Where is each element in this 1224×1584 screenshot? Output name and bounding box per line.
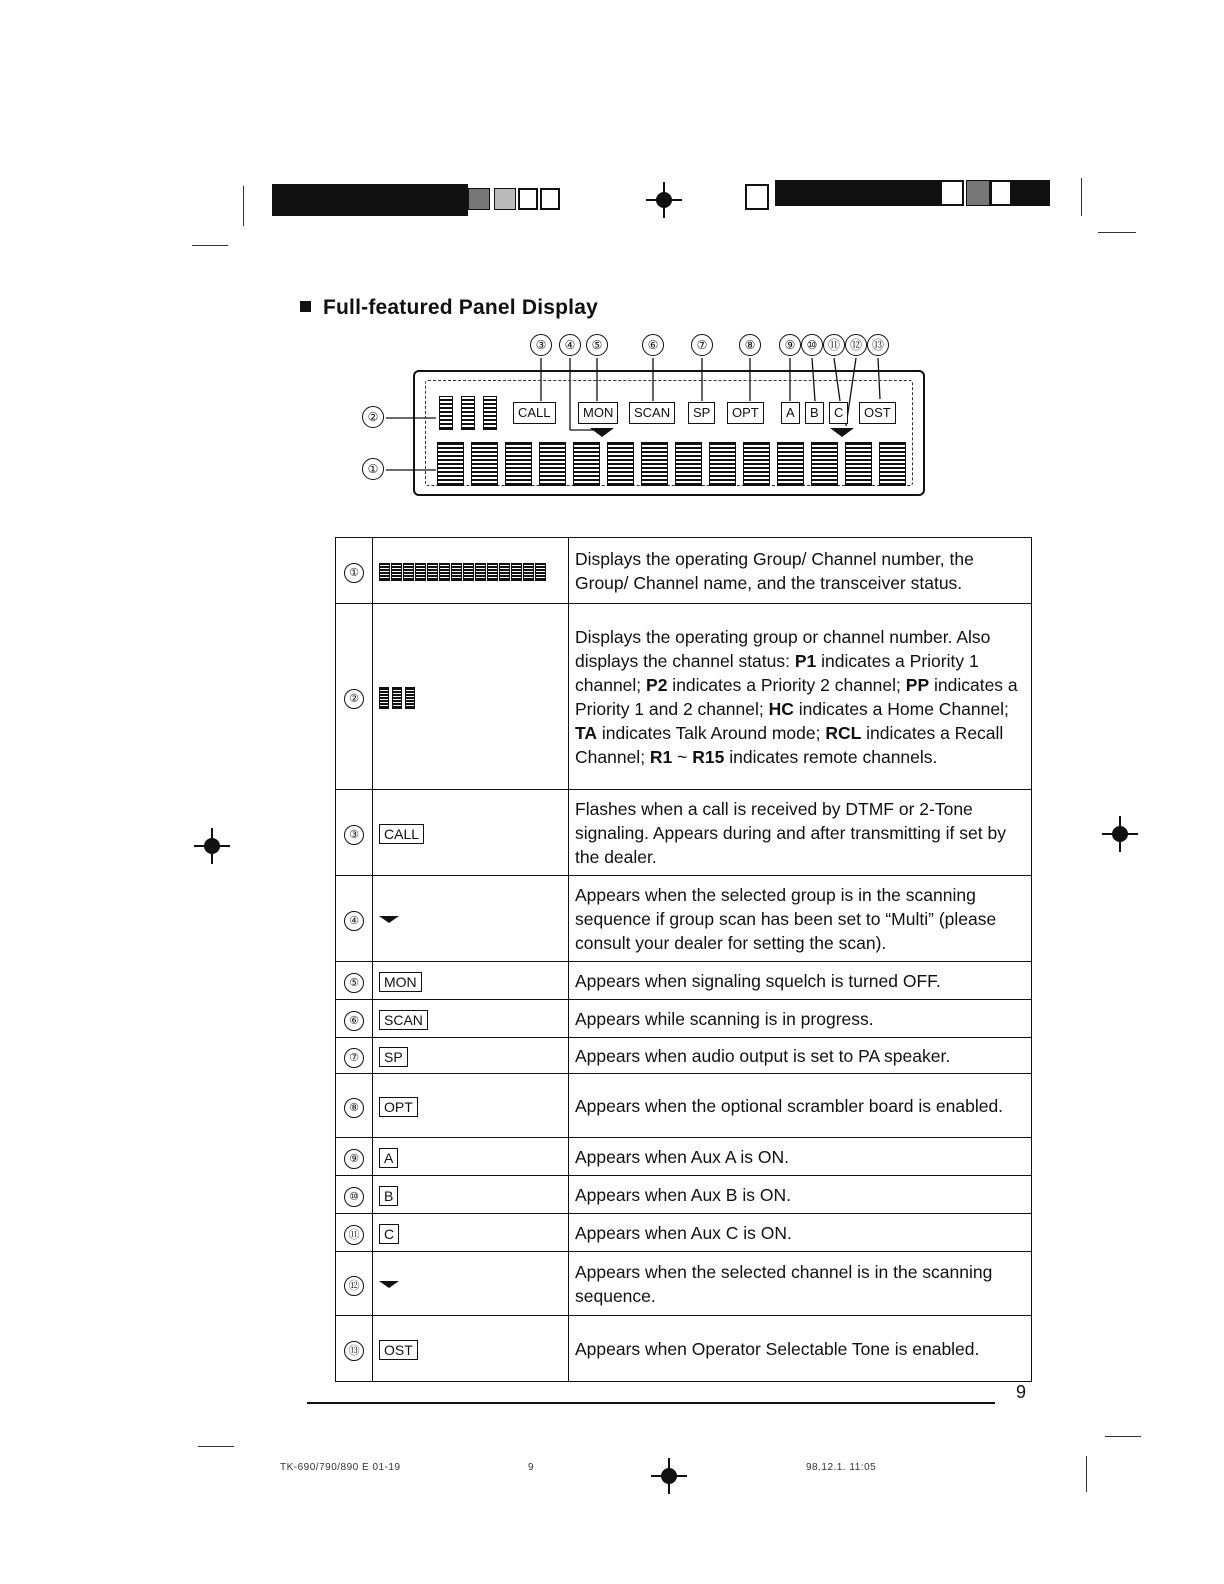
callout-9: ⑨ (779, 334, 801, 356)
row-number: ④ (344, 911, 364, 931)
page-footer-rule (307, 1402, 995, 1404)
row-symbol (373, 962, 569, 1000)
aux-a-indicator-icon: A (379, 1148, 398, 1168)
row-symbol (373, 604, 569, 790)
character-segment (709, 442, 736, 486)
row-description: Appears when the selected group is in the scanning sequence if group scan has been set to “Multi” (please consult your dealer for setting the scan). (569, 876, 1032, 962)
character-segment (437, 442, 464, 486)
table-row (336, 1316, 1032, 1382)
row-description: Displays the operating Group/ Channel number, the Group/ Channel name, and the transceiver status. (569, 538, 1032, 604)
callout-5: ⑤ (586, 334, 608, 356)
table-row (336, 1214, 1032, 1252)
row-description: Appears when Aux A is ON. (569, 1138, 1032, 1176)
indicator-a: A (781, 402, 800, 424)
scan-indicator-icon: SCAN (379, 1010, 428, 1030)
group-digit (483, 396, 497, 430)
aux-c-indicator-icon: C (379, 1224, 399, 1244)
table-row (336, 1038, 1032, 1074)
character-segment (675, 442, 702, 486)
row-symbol (373, 538, 569, 604)
table-row (336, 1252, 1032, 1316)
row-number: ⑦ (344, 1048, 364, 1068)
registration-crosshair-icon (1102, 816, 1138, 852)
row-symbol (373, 1214, 569, 1252)
trim-mark (1105, 1436, 1141, 1437)
scan-arrow-icon (379, 1281, 399, 1288)
channel-scan-arrow-icon (830, 428, 854, 437)
table-row (336, 876, 1032, 962)
row-symbol (373, 1252, 569, 1316)
indicator-c: C (829, 402, 848, 424)
table-row (336, 790, 1032, 876)
callout-10: ⑩ (801, 334, 823, 356)
row-description: Appears when the optional scrambler board is enabled. (569, 1074, 1032, 1138)
row-description: Flashes when a call is received by DTMF or 2-Tone signaling. Appears during and after transmitting if set by the dealer. (569, 790, 1032, 876)
row-symbol (373, 1038, 569, 1074)
row-symbol (373, 1176, 569, 1214)
character-segment (879, 442, 906, 486)
row-number: ⑬ (344, 1341, 364, 1361)
callout-11: ⑪ (823, 334, 845, 356)
row-symbol (373, 876, 569, 962)
callout-7: ⑦ (691, 334, 713, 356)
row-description: Appears when audio output is set to PA speaker. (569, 1038, 1032, 1074)
row-number: ① (344, 563, 364, 583)
scan-arrow-icon (379, 916, 399, 923)
character-segment (539, 442, 566, 486)
indicator-mon: MON (578, 402, 618, 424)
character-segment (743, 442, 770, 486)
print-footer-right: 98.12.1. 11:05 (806, 1462, 877, 1473)
indicator-call: CALL (513, 402, 556, 424)
trim-mark (198, 1446, 234, 1447)
row-symbol (373, 1138, 569, 1176)
row-number: ⑧ (344, 1098, 364, 1118)
character-segment (607, 442, 634, 486)
page-number: 9 (1016, 1382, 1027, 1402)
row-description: Appears while scanning is in progress. (569, 1000, 1032, 1038)
row-number: ② (344, 689, 364, 709)
indicator-b: B (805, 402, 824, 424)
character-segment (845, 442, 872, 486)
table-row (336, 962, 1032, 1000)
character-segment (777, 442, 804, 486)
aux-b-indicator-icon: B (379, 1186, 398, 1206)
row-description: Appears when Aux B is ON. (569, 1176, 1032, 1214)
opt-indicator-icon: OPT (379, 1097, 418, 1117)
group-digit (461, 396, 475, 430)
callout-4: ④ (559, 334, 581, 356)
row-number: ⑫ (344, 1276, 364, 1296)
mon-indicator-icon: MON (379, 972, 422, 992)
callout-12: ⑫ (845, 334, 867, 356)
row-symbol (373, 1000, 569, 1038)
indicator-opt: OPT (727, 402, 764, 424)
table-row (336, 1138, 1032, 1176)
registration-crosshair-icon (194, 828, 230, 864)
trim-mark (1086, 1456, 1087, 1492)
section-title: Full-featured Panel Display (300, 296, 598, 320)
group-scan-arrow-icon (590, 428, 614, 437)
ost-indicator-icon: OST (379, 1340, 418, 1360)
character-segment (471, 442, 498, 486)
row-symbol (373, 1316, 569, 1382)
callout-8: ⑧ (739, 334, 761, 356)
table-row (336, 1000, 1032, 1038)
character-segment (505, 442, 532, 486)
callout-2: ② (362, 406, 384, 428)
row-description: Appears when Aux C is ON. (569, 1214, 1032, 1252)
display-description-table (335, 537, 1032, 1382)
indicator-scan: SCAN (629, 402, 675, 424)
row-description: Appears when the selected channel is in the scanning sequence. (569, 1252, 1032, 1316)
table-row (336, 538, 1032, 604)
indicator-sp: SP (688, 402, 715, 424)
callout-1: ① (362, 458, 384, 480)
callout-13: ⑬ (867, 334, 889, 356)
row-number: ⑨ (344, 1149, 364, 1169)
sp-indicator-icon: SP (379, 1047, 408, 1067)
row-description: Displays the operating group or channel number. Also displays the channel status: P1 indicates a Priority 1 channel; P2 indicates a Priority 2 channel; PP indicates a Priority 1 and 2 channel; HC indicates a Home Channel; TA indicates Talk Around mode; RCL indicates a Recall Channel; R1 ~ R15 indicates remote channels. (569, 604, 1032, 790)
row-number: ⑤ (344, 973, 364, 993)
table-row (336, 1074, 1032, 1138)
indicator-ost: OST (859, 402, 896, 424)
call-indicator-icon: CALL (379, 824, 424, 844)
print-footer-left: TK-690/790/890 E 01-19 (280, 1462, 401, 1473)
row-number: ⑪ (344, 1225, 364, 1245)
row-symbol (373, 1074, 569, 1138)
row-number: ③ (344, 825, 364, 845)
row-symbol (373, 790, 569, 876)
character-segment (641, 442, 668, 486)
row-description: Appears when Operator Selectable Tone is enabled. (569, 1316, 1032, 1382)
group-digit (439, 396, 453, 430)
character-segment (573, 442, 600, 486)
character-segment (811, 442, 838, 486)
row-description: Appears when signaling squelch is turned OFF. (569, 962, 1032, 1000)
registration-crosshair-icon (651, 1458, 687, 1494)
lcd-panel (413, 370, 925, 496)
print-footer-center: 9 (528, 1462, 535, 1473)
table-row (336, 604, 1032, 790)
table-row (336, 1176, 1032, 1214)
row-number: ⑥ (344, 1011, 364, 1031)
callout-6: ⑥ (642, 334, 664, 356)
row-number: ⑩ (344, 1187, 364, 1207)
callout-3: ③ (530, 334, 552, 356)
